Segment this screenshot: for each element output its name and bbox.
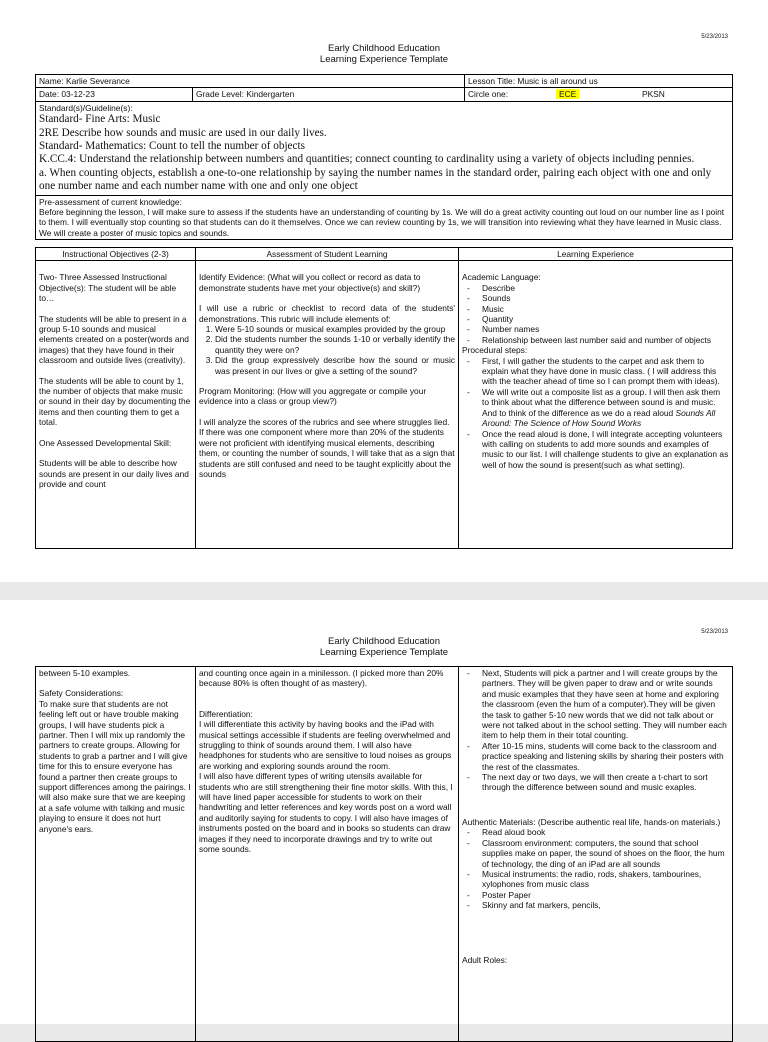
procedural-step: - The next day or two days, we will then create a t-chart to sort through the difference between sound and music exaples.	[482, 772, 729, 793]
authentic-materials-label: Authentic Materials: (Describe authentic real life, hands-on materials.)	[462, 816, 721, 827]
experience-cell	[459, 261, 733, 549]
adult-roles-label: Adult Roles:	[462, 954, 508, 965]
grade-level-cell: Grade Level: Kindergarten	[193, 88, 465, 101]
material-item: - Classroom environment: computers, the sound that school supplies make on paper, the sound of shoes on the floor, the hum of technology, the ding of an iPad are all sounds	[482, 838, 729, 869]
standards-label: Standard(s)/Guideline(s):	[39, 102, 133, 113]
page-title: Early Childhood Education	[328, 43, 440, 54]
objectives-intro: Two- Three Assessed Instructional Objective(s): The student will be able to…	[39, 272, 177, 304]
standard-4: K.CC.4: Understand the relationship between numbers and quantities; connect counting to cardinality using a variety of objects including pennies.	[39, 153, 695, 166]
vocab-item: - Number names	[482, 324, 729, 334]
page-date: 5/23/2013	[701, 629, 728, 635]
objectives-cell-continued	[36, 667, 196, 1042]
standard-3: Standard- Mathematics: Count to tell the number of objects	[39, 140, 305, 153]
procedural-steps-list	[462, 356, 729, 470]
developmental-skill-label: One Assessed Developmental Skill:	[39, 437, 172, 448]
vocab-item: - Music	[482, 304, 729, 314]
procedural-step: - First, I will gather the students to the carpet and ask them to explain what they have done in music class. ( I will address this with the teacher ahead of time so I can prompt them with ideas).	[482, 356, 729, 387]
pre-assessment-cell	[36, 195, 733, 240]
pre-assessment-text: Before beginning the lesson, I will make sure to assess if the students have an understanding of counting by 1s. We will do a great activity counting out loud on our number line as I point to them. I will eventually stop counting so that students can do it themselves. Once we can review counting by 1s, we will transition into reviewing what they have learned in Music class. We will create a poster of music topics and sounds.	[39, 207, 725, 238]
learning-experience-table-continued	[35, 666, 733, 1042]
date-cell: Date: 03-12-23	[36, 88, 193, 101]
experience-cell-continued	[459, 667, 733, 1042]
assessment-continued-text: and counting once again in a minilesson. (I picked more than 20% because 80% is often thought of as mastery).	[199, 668, 444, 689]
vocab-item: - Sounds	[482, 293, 729, 303]
document-page-2	[0, 600, 768, 1024]
lesson-title-cell: Lesson Title: Music is all around us	[465, 75, 733, 88]
standard-5: a. When counting objects, establish a one-to-one relationship by saying the number names in the standard order, pairing each object with one and only one number name and each number name with one and only one object	[39, 166, 712, 193]
authentic-materials-list	[462, 827, 729, 910]
rubric-item: 2. Did the students number the sounds 1-10 or verbally identify the quantity they were on?	[215, 334, 455, 355]
procedural-step: - Once the read aloud is done, I will integrate accepting volunteers with calling on students to add more sounds and examples of music to our list. I will challenge students to give an explanation as well of how the sound is present(such as what setting).	[482, 429, 729, 471]
program-monitoring-label: Program Monitoring: (How will you aggregate or compile your evidence into a class or group view?)	[199, 386, 427, 407]
material-item: - Skinny and fat markers, pencils,	[482, 900, 729, 910]
evidence-label: Identify Evidence: (What will you collect or record as data to demonstrate students have met your objective(s) and skill?)	[199, 272, 421, 293]
material-item: - Musical instruments: the radio, rods, shakers, tambourines, xylophones from music class	[482, 869, 729, 890]
safety-text: To make sure that students are not feeling left out or have trouble making groups, I will have students pick a partner. Then I will mix up randomly the partners to create groups. Allowing for students to grab a partner and I will give time for this to ensure everyone has found a partner then create groups to support differences among the pairings. I will also make sure that we are keeping at a safe volume with talking and music playing to ensure it does not hurt anyone's ears.	[39, 698, 191, 834]
procedural-step: - Next, Students will pick a partner and I will create groups by the partners. They will be given paper to draw and or write sounds and music examples that they have seen at home and exploring the classroom (even the hum of a computer).They will be given the task to gather 5-10 new words that we did not talk about or were not talked about in the school setting. They will number each item to help them in their total counting.	[482, 668, 729, 741]
page-title: Early Childhood Education	[328, 636, 440, 647]
standard-2: 2RE Describe how sounds and music are used in our daily lives.	[39, 126, 327, 139]
safety-label: Safety Considerations:	[39, 688, 124, 699]
rubric-item: 1. Were 5-10 sounds or musical examples provided by the group	[215, 324, 455, 334]
rubric-list	[199, 324, 455, 376]
page-subtitle: Learning Experience Template	[319, 54, 449, 65]
vocab-item: - Relationship between last number said and number of objects	[482, 335, 729, 345]
lesson-header-table	[35, 74, 733, 240]
rubric-item: 3. Did the group expressively describe how the sound or music was present in our lives or give a setting of the sound?	[215, 355, 455, 376]
academic-language-label: Academic Language:	[462, 272, 541, 283]
objective-1: The students will be able to present in a group 5-10 sounds and musical elements created on a poster(words and images) that they have found in their classroom and outside lives (creativity).	[39, 313, 189, 366]
assessment-cell-continued	[196, 667, 459, 1042]
procedural-step: - After 10-15 mins, students will come back to the classroom and practice speaking and listening skills by sharing their posters with the rest of the classmates.	[482, 741, 729, 772]
procedural-steps-label: Procedural steps:	[462, 345, 528, 356]
col-header-experience: Learning Experience	[459, 248, 733, 261]
program-monitoring-text: I will analyze the scores of the rubrics and see where struggles lied. If there was one component where more than 20% of the students were not proficient with identifying musical elements, describing them, or counting the number of sounds, I will take that as a sign that students are still confused and need to be taught explicitly about the sounds	[199, 416, 455, 479]
differentiation-label: Differentiation:	[199, 708, 253, 719]
name-cell: Name: Karlie Severance	[36, 75, 465, 88]
pksn-option: PKSN	[639, 88, 733, 101]
procedural-step: - We will write out a composite list as a group. I will then ask them to think about what the difference between sound is and music. And to think of the difference as we do a read aloud Sounds All Around: The Science of How Sound Works	[482, 387, 729, 429]
academic-language-list	[462, 283, 729, 345]
learning-experience-table	[35, 247, 733, 549]
developmental-skill-text: Students will be able to describe how sounds are present in our daily lives and provide and count	[39, 458, 189, 489]
standard-1: Standard- Fine Arts: Music	[39, 113, 161, 126]
circle-one-cell: Circle one:	[465, 88, 554, 101]
page-date: 5/23/2013	[701, 34, 728, 40]
differentiation-text: I will differentiate this activity by having books and the iPad with musical settings accessible if students are feeling overwhelmed and struggling to think of sounds around them. I will also have headphones for students who are sensitive to loud noises as groups are working and exploring sounds around the room.	[199, 719, 452, 771]
pre-assessment-label: Pre-assessment of current knowledge:	[39, 196, 182, 207]
assessment-cell	[196, 261, 459, 549]
procedural-steps-list-continued	[462, 668, 729, 793]
material-item: - Poster Paper	[482, 890, 729, 900]
objective-2: The students will be able to count by 1, the number of objects that make music or sound in their day by documenting the items and then counting them to get a total.	[39, 375, 191, 428]
ece-option: ECE	[553, 88, 639, 101]
col-header-assessment: Assessment of Student Learning	[196, 248, 459, 261]
col-header-objectives: Instructional Objectives (2-3)	[36, 248, 196, 261]
evidence-text: I will use a rubric or checklist to record data of the students' demonstrations. This rubric will include elements of:	[199, 303, 455, 324]
objectives-cell	[36, 261, 196, 549]
objectives-continued-text: between 5-10 examples.	[39, 668, 131, 678]
differentiation-text-2: I will also have different types of writing utensils available for students who are still strengthening their fine motor skills. With this, I will have lined paper accessible for students to work on their handwriting and letter references and key words post on a word wall and auditorily saying for students to copy. I will also have images of instruments posted on the board and in books so students can draw images if they need to incorporate drawings and try to write out some sounds.	[199, 771, 453, 855]
material-item: - Read aloud book	[482, 827, 729, 837]
vocab-item: - Describe	[482, 283, 729, 293]
page-subtitle: Learning Experience Template	[319, 647, 449, 658]
standards-cell	[36, 101, 733, 195]
vocab-item: - Quantity	[482, 314, 729, 324]
